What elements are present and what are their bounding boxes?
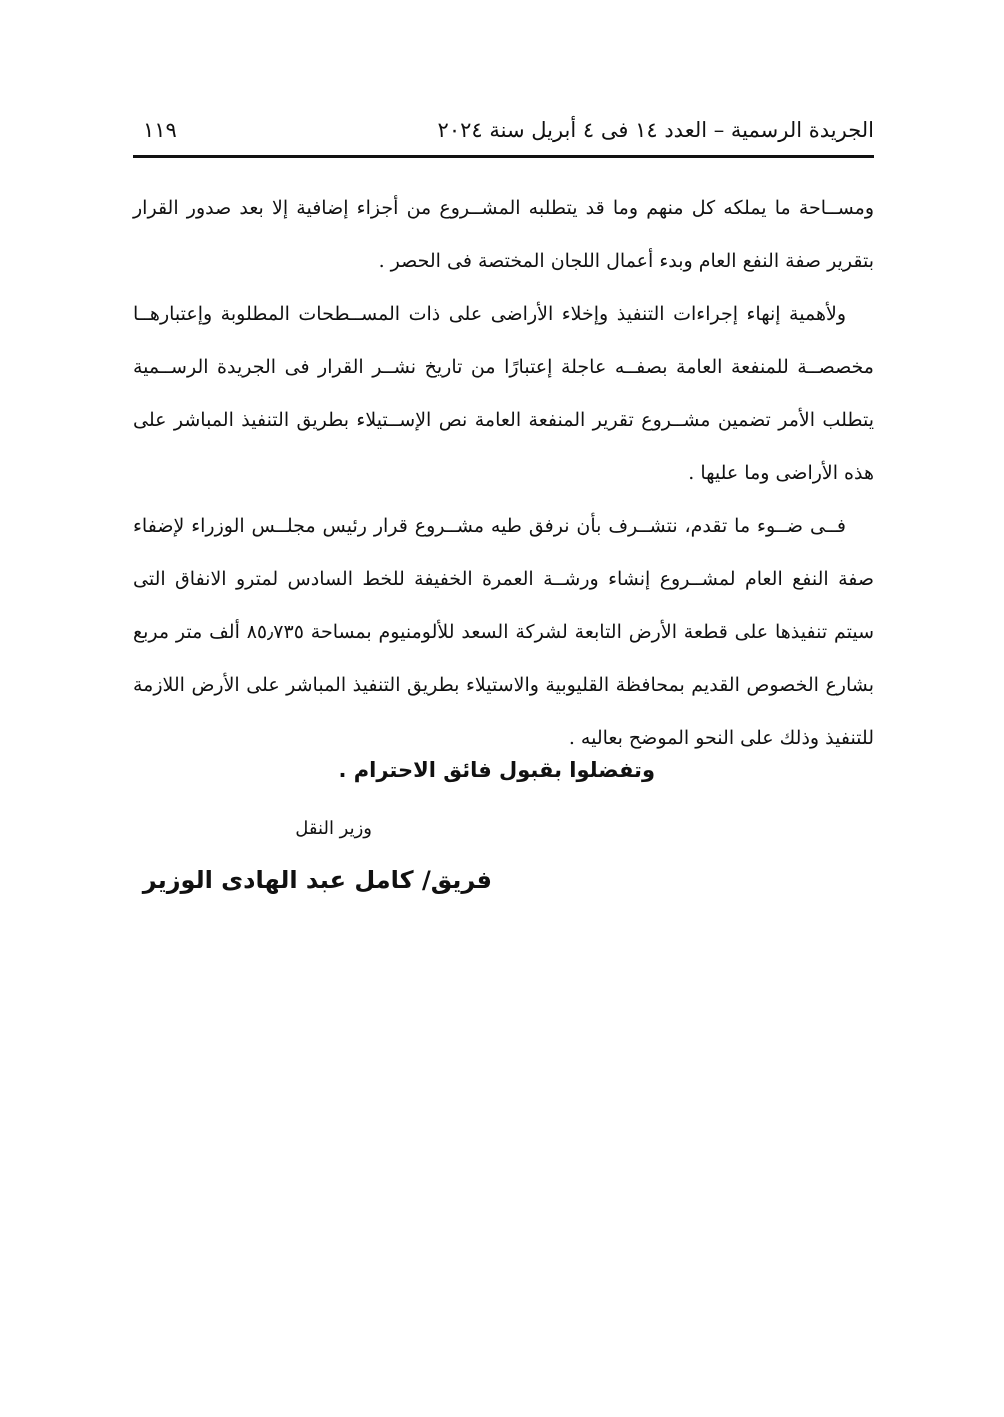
paragraph-1: ومســاحة ما يملكه كل منهم وما قد يتطلبه المشــروع من أجزاء إضافية إلا بعد صدور القرار بتقرير صفة النفع العام وبدء أعمال اللجان المختصة فى الحصر .: [133, 197, 874, 272]
gazette-header-title: الجريدة الرسمية – العدد ١٤ فى ٤ أبريل سنة ٢٠٢٤: [437, 118, 874, 142]
body-text: [133, 182, 874, 765]
signatory-title: وزير النقل: [295, 818, 372, 839]
paragraph-3: فــى ضــوء ما تقدم، نتشــرف بأن نرفق طيه مشــروع قرار رئيس مجلــس الوزراء لإضفاء صفة النفع العام لمشــروع إنشاء ورشــة العمرة الخفيفة للخط السادس لمترو الانفاق التى سيتم تنفيذها على قطعة الأرض التابعة لشركة السعد للألومنيوم بمساحة ٨٥٫٧٣٥ ألف متر مربع بشارع الخصوص القديم بمحافظة القليوبية والاستيلاء بطريق التنفيذ المباشر على الأرض اللازمة للتنفيذ وذلك على النحو الموضح بعاليه .: [133, 515, 874, 749]
header-divider: [133, 155, 874, 158]
closing-salutation: وتفضلوا بقبول فائق الاحترام .: [338, 758, 655, 782]
page-number: ١١٩: [143, 118, 177, 142]
page-header: [133, 112, 874, 152]
paragraph-2: ولأهمية إنهاء إجراءات التنفيذ وإخلاء الأراضى على ذات المســطحات المطلوبة وإعتبارهــا مخصصــة للمنفعة العامة بصفــه عاجلة إعتبارًا من تاريخ نشــر القرار فى الجريدة الرســمية يتطلب الأمر تضمين مشــروع تقرير المنفعة العامة نص الإســتيلاء بطريق التنفيذ المباشر على هذه الأراضى وما عليها .: [133, 303, 874, 484]
signatory-name: فريق/ كامل عبد الهادى الوزير: [142, 866, 492, 894]
